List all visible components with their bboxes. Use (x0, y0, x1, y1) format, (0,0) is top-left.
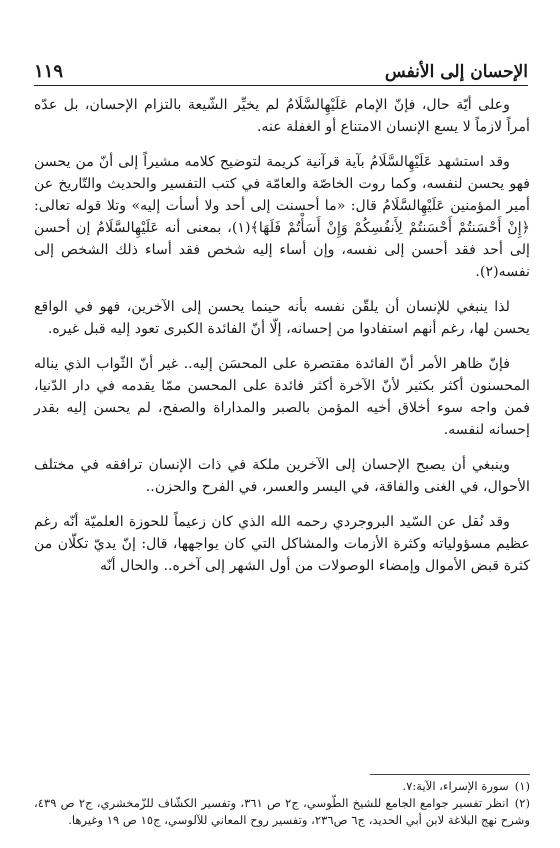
paragraph: وعلى أيّة حال، فإنّ الإمام عَلَيْهِالسَّلَامُ لم يخيِّر الشّيعة بالتزام الإحسان، بل عدّه أمراً لازماً لا يسع الإنسان الامتناع أو الغفلة عنه. (34, 97, 530, 135)
footnote-text: سورة الإسراء، الآية:٧. (402, 779, 509, 793)
paragraph: وينبغي أن يصبح الإحسان إلى الآخرين ملكة في ذات الإنسان ترافقه في مختلف الأحوال، في الغنى والفاقة، في اليسر والعسر، في الفرح والحزن.. (34, 457, 530, 495)
page-number: ١١٩ (34, 61, 64, 82)
footnote-number: (١) (514, 779, 530, 793)
footnote (34, 778, 530, 795)
body-text (34, 94, 530, 590)
footnote (34, 795, 530, 829)
footnote-number: (٢) (514, 796, 531, 810)
page-header (34, 54, 528, 86)
paragraph: فإنّ ظاهر الأمر أنّ الفائدة مقتصرة على المحسَن إليه.. غير أنّ الثّواب الذي يناله المحسنون أكثر بكثير لأنّ الآخرة أكثر فائدة على المحسن ممّا يقدمه في دار الدّنيا، فمن واجه سوء أخلاق أخيه المؤمن بالصبر والمداراة والصفح، لم يحسن إليه بقدر إحسانه لنفسه. (34, 356, 530, 438)
footnote-separator (370, 774, 530, 775)
running-title: الإحسان إلى الأنفس (384, 62, 528, 82)
paragraph: وقد استشهد عَلَيْهِالسَّلَامُ بآية قرآنية كريمة لتوضيح كلامه مشيراً إلى أنّ من يحسن فهو يحسن لنفسه، وكما روت الخاصّة والعامّة في كتب التفسير والحديث والتّاريخ عن أمير المؤمنين عَلَيْهِالسَّلَامُ قال: «ما أحسنت إلى أحد ولا أسأت إليه» وتلا قوله تعالى: ﴿إِنْ أَحْسَنتُمْ أَحْسَنتُمْ لِأَنفُسِكُمْ وَإِنْ أَسَأْتُمْ فَلَهَا﴾(١)، بمعنى أنه عَلَيْهِالسَّلَامُ إن أحسن إلى أحد فقد أحسن إلى نفسه، وإن أساء إليه شخص فقد أساء ذلك الشخص إلى نفسه(٢). (34, 154, 530, 280)
paragraph: وقد نُقل عن السّيد البروجردي رحمه الله الذي كان زعيماً للحوزة العلميّة أنّه رغم عظيم مسؤولياته وكثرة الأزمات والمشاكل التي كان يواجهها، قال: إنّ يديّ تكلّان من كثرة قبض الأموال وإمضاء الوصولات من أول الشهر إلى آخره.. والحال أنّه (34, 514, 530, 574)
paragraph: لذا ينبغي للإنسان أن يلقّن نفسه بأنه حينما يحسن إلى الآخرين، فهو في الواقع يحسن لها، رغم أنهم استفادوا من إحسانه، إلّا أنّ الفائدة الكبرى تعود إليه قبل غيره. (34, 299, 530, 337)
footnote-text: انظر تفسير جوامع الجامع للشيخ الطّوسي، ج٢ ص ٣٦١، وتفسير الكشّاف للزّمخشري، ج٢ ص ٤٣٩، وشرح نهج البلاغة لابن أبي الحديد، ج٦ ص٢٣٦، وتفسير روح المعاني للآلوسي، ج١٥ ص ١٩ وغيرها. (34, 796, 530, 827)
footnotes (34, 778, 530, 829)
